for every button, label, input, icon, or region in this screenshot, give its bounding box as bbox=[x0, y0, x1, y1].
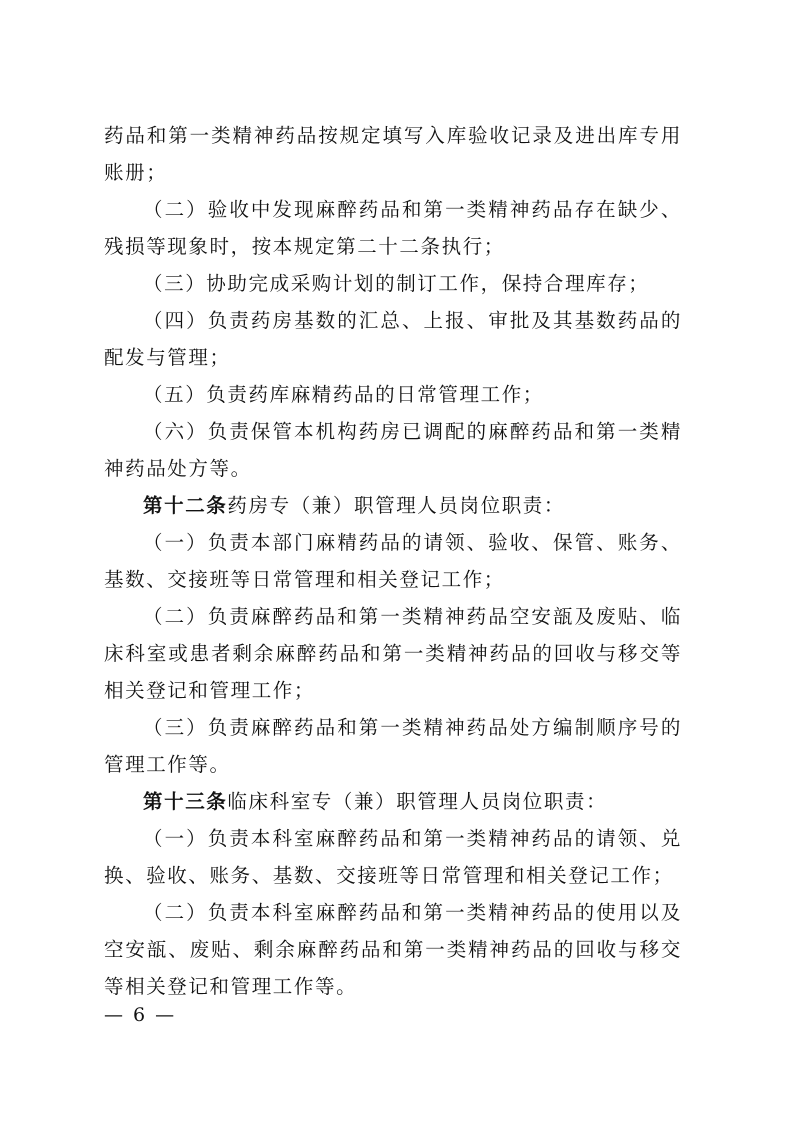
article-13-heading: 第十三条 bbox=[143, 790, 228, 813]
paragraph-item-2: （二）验收中发现麻醉药品和第一类精神药品存在缺少、残损等现象时，按本规定第二十二条执行； bbox=[104, 198, 682, 258]
article-13-item-1: （一）负责本科室麻醉药品和第一类精神药品的请领、兑换、验收、账务、基数、交接班等日常管理和相关登记工作； bbox=[104, 827, 682, 887]
paragraph-item-4: （四）负责药房基数的汇总、上报、审批及其基数药品的配发与管理； bbox=[104, 309, 682, 369]
article-13-title bbox=[104, 783, 682, 820]
article-12-title bbox=[104, 487, 682, 524]
article-12-item-1: （一）负责本部门麻精药品的请领、验收、保管、账务、基数、交接班等日常管理和相关登记工作； bbox=[104, 531, 682, 591]
paragraph-item-6: （六）负责保管本机构药房已调配的麻醉药品和第一类精神药品处方等。 bbox=[104, 420, 682, 480]
article-13-title-text: 临床科室专（兼）职管理人员岗位职责： bbox=[227, 790, 608, 813]
article-13-item-2: （二）负责本科室麻醉药品和第一类精神药品的使用以及空安瓿、废贴、剩余麻醉药品和第一类精神药品的回收与移交等相关登记和管理工作等。 bbox=[104, 901, 682, 998]
article-12-heading: 第十二条 bbox=[143, 494, 228, 517]
document-body bbox=[104, 117, 682, 1005]
article-12-item-3: （三）负责麻醉药品和第一类精神药品处方编制顺序号的管理工作等。 bbox=[104, 716, 682, 776]
paragraph-item-3: （三）协助完成采购计划的制订工作，保持合理库存； bbox=[143, 272, 650, 295]
paragraph-continuation: 药品和第一类精神药品按规定填写入库验收记录及进出库专用账册； bbox=[104, 124, 682, 184]
article-12-item-2: （二）负责麻醉药品和第一类精神药品空安瓿及废贴、临床科室或患者剩余麻醉药品和第一类精神药品的回收与移交等相关登记和管理工作； bbox=[104, 605, 682, 702]
page-number: — 6 — bbox=[104, 1004, 177, 1026]
article-12-title-text: 药房专（兼）职管理人员岗位职责： bbox=[227, 494, 566, 517]
paragraph-item-5: （五）负责药库麻精药品的日常管理工作； bbox=[143, 383, 544, 406]
